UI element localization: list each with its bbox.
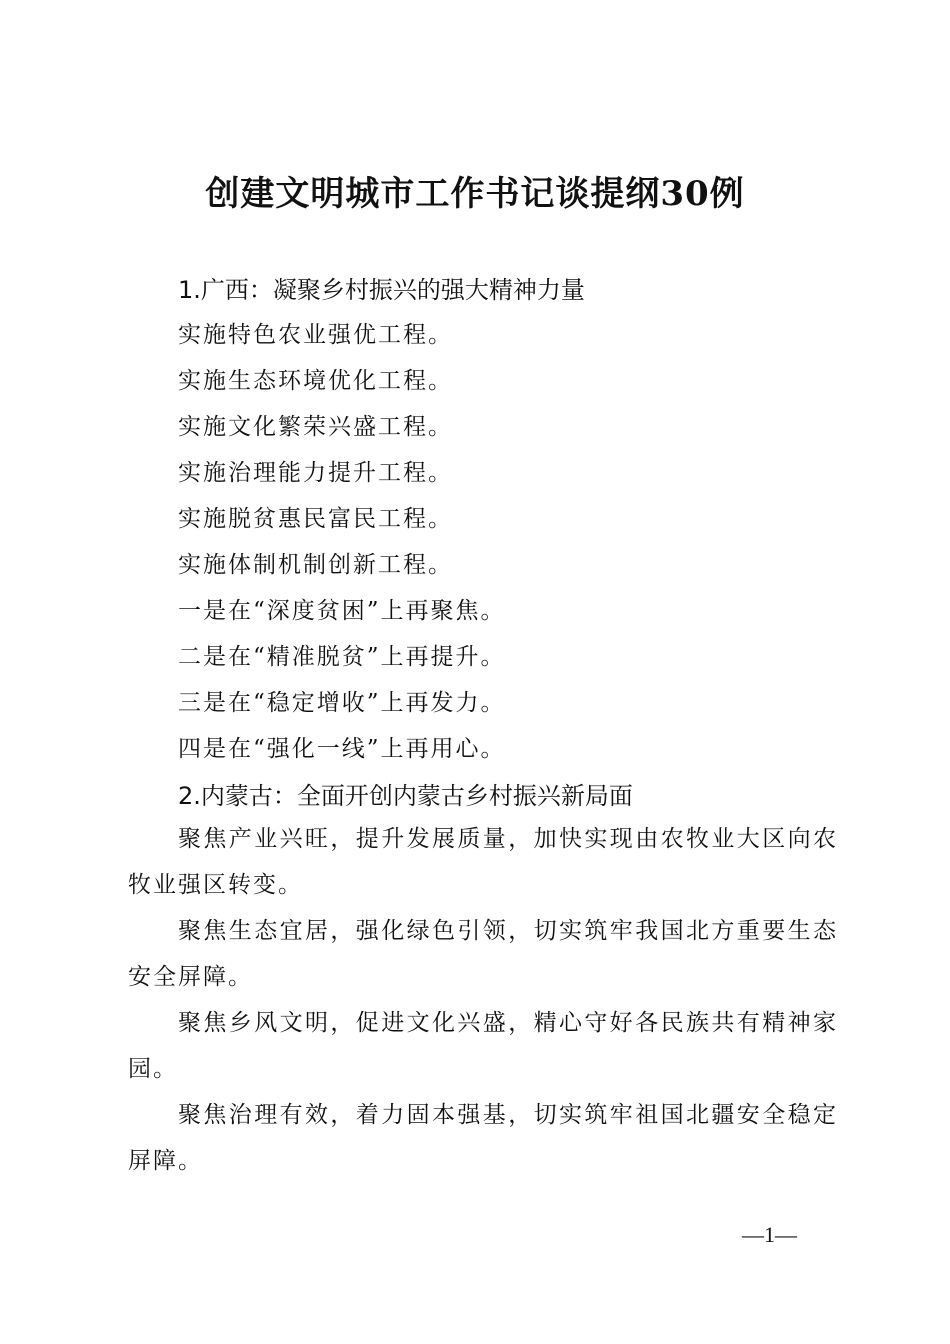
section-1-line: 一是在“深度贫困”上再聚焦。	[178, 598, 506, 624]
section-2-paragraph: 聚焦生态宜居，强化绿色引领，切实筑牢我国北方重要生态安全屏障。	[128, 918, 838, 990]
section-2-paragraph: 聚焦产业兴旺，提升发展质量，加快实现由农牧业大区向农牧业强区转变。	[128, 826, 838, 898]
section-1-line: 实施体制机制创新工程。	[178, 552, 453, 578]
section-1-line: 实施生态环境优化工程。	[178, 368, 453, 394]
section-1-line: 四是在“强化一线”上再用心。	[178, 736, 506, 762]
section-1-heading: 1.广西：凝聚乡村振兴的强大精神力量	[178, 276, 585, 304]
section-1-line: 实施脱贫惠民富民工程。	[178, 506, 453, 532]
section-1-line: 实施治理能力提升工程。	[178, 460, 453, 486]
document-title: 创建文明城市工作书记谈提纲30例	[205, 174, 745, 214]
section-1-line: 实施特色农业强优工程。	[178, 322, 453, 348]
section-2-paragraph: 聚焦乡风文明，促进文化兴盛，精心守好各民族共有精神家园。	[128, 1010, 838, 1082]
section-1-line: 实施文化繁荣兴盛工程。	[178, 414, 453, 440]
section-1-line: 三是在“稳定增收”上再发力。	[178, 690, 506, 716]
section-2-paragraph: 聚焦治理有效，着力固本强基，切实筑牢祖国北疆安全稳定屏障。	[128, 1102, 838, 1174]
section-1-line: 二是在“精准脱贫”上再提升。	[178, 644, 506, 670]
section-2-heading: 2.内蒙古：全面开创内蒙古乡村振兴新局面	[178, 782, 633, 810]
page-number: —1—	[742, 1222, 797, 1247]
